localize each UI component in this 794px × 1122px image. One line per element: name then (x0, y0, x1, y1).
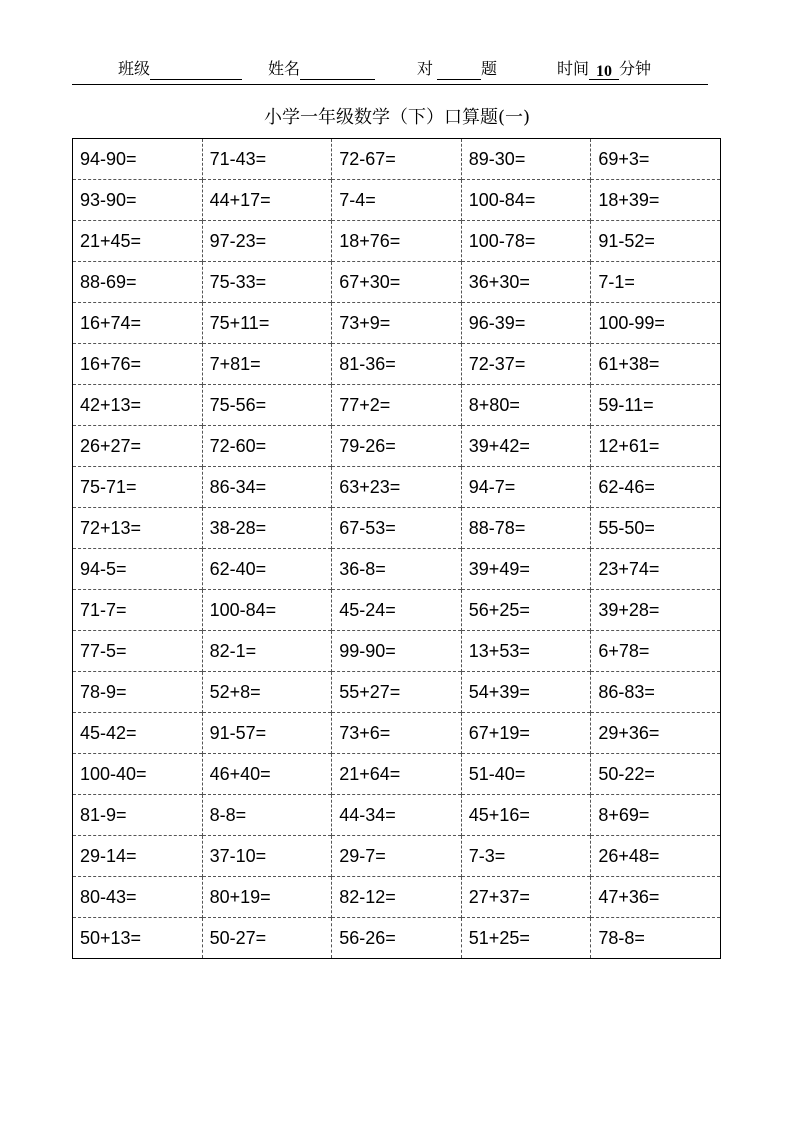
problem-cell: 73+6= (332, 713, 462, 754)
problem-row (73, 221, 721, 262)
question-label: 题 (481, 59, 498, 78)
class-label: 班级 (118, 59, 151, 78)
problem-row (73, 467, 721, 508)
problem-row (73, 139, 721, 180)
time-field (557, 58, 651, 80)
problem-row (73, 877, 721, 918)
problem-cell: 67+19= (461, 713, 591, 754)
problem-cell: 77+2= (332, 385, 462, 426)
problem-cell: 54+39= (461, 672, 591, 713)
problem-cell: 12+61= (591, 426, 721, 467)
problem-cell: 80+19= (202, 877, 332, 918)
problem-cell: 75-33= (202, 262, 332, 303)
problem-cell: 50-22= (591, 754, 721, 795)
problem-cell: 16+74= (73, 303, 203, 344)
problem-grid (72, 138, 721, 959)
name-label: 姓名 (268, 59, 301, 78)
problem-cell: 96-39= (461, 303, 591, 344)
problem-cell: 78-9= (73, 672, 203, 713)
class-blank[interactable] (150, 61, 242, 80)
minute-label: 分钟 (619, 59, 652, 78)
problem-cell: 72-67= (332, 139, 462, 180)
problem-cell: 26+27= (73, 426, 203, 467)
problem-cell: 26+48= (591, 836, 721, 877)
problem-row (73, 672, 721, 713)
problem-cell: 73+9= (332, 303, 462, 344)
problem-row (73, 344, 721, 385)
problem-cell: 86-83= (591, 672, 721, 713)
problem-cell: 56+25= (461, 590, 591, 631)
problem-cell: 45+16= (461, 795, 591, 836)
problem-cell: 52+8= (202, 672, 332, 713)
problem-cell: 71-7= (73, 590, 203, 631)
problem-cell: 7-1= (591, 262, 721, 303)
name-blank[interactable] (300, 61, 375, 80)
problem-row (73, 918, 721, 959)
problem-cell: 94-7= (461, 467, 591, 508)
problem-cell: 38-28= (202, 508, 332, 549)
problem-cell: 67-53= (332, 508, 462, 549)
problem-cell: 82-12= (332, 877, 462, 918)
problem-cell: 91-57= (202, 713, 332, 754)
problem-cell: 29-14= (73, 836, 203, 877)
problem-cell: 100-84= (202, 590, 332, 631)
problem-cell: 37-10= (202, 836, 332, 877)
problem-cell: 45-42= (73, 713, 203, 754)
problem-cell: 56-26= (332, 918, 462, 959)
problem-cell: 21+45= (73, 221, 203, 262)
problem-cell: 18+39= (591, 180, 721, 221)
problem-cell: 27+37= (461, 877, 591, 918)
class-field (118, 58, 242, 80)
problem-cell: 36-8= (332, 549, 462, 590)
problem-row (73, 795, 721, 836)
problem-row (73, 262, 721, 303)
problem-row (73, 631, 721, 672)
problem-cell: 82-1= (202, 631, 332, 672)
problem-cell: 39+49= (461, 549, 591, 590)
problem-cell: 97-23= (202, 221, 332, 262)
problem-cell: 81-36= (332, 344, 462, 385)
problem-cell: 36+30= (461, 262, 591, 303)
problem-row (73, 180, 721, 221)
problem-row (73, 836, 721, 877)
problem-cell: 8+69= (591, 795, 721, 836)
problem-cell: 18+76= (332, 221, 462, 262)
problem-cell: 55-50= (591, 508, 721, 549)
problem-cell: 50-27= (202, 918, 332, 959)
problem-cell: 72-60= (202, 426, 332, 467)
problem-cell: 8-8= (202, 795, 332, 836)
problem-cell: 7-3= (461, 836, 591, 877)
problem-cell: 78-8= (591, 918, 721, 959)
problem-cell: 16+76= (73, 344, 203, 385)
problem-cell: 100-84= (461, 180, 591, 221)
problem-cell: 6+78= (591, 631, 721, 672)
problem-cell: 7+81= (202, 344, 332, 385)
problem-cell: 62-46= (591, 467, 721, 508)
problem-cell: 100-78= (461, 221, 591, 262)
correct-field (417, 58, 497, 80)
problem-cell: 55+27= (332, 672, 462, 713)
problem-cell: 46+40= (202, 754, 332, 795)
problem-cell: 7-4= (332, 180, 462, 221)
problem-cell: 75+11= (202, 303, 332, 344)
problem-cell: 89-30= (461, 139, 591, 180)
problem-cell: 45-24= (332, 590, 462, 631)
problem-row (73, 713, 721, 754)
problem-row (73, 426, 721, 467)
problem-row (73, 549, 721, 590)
problem-cell: 81-9= (73, 795, 203, 836)
problem-cell: 69+3= (591, 139, 721, 180)
problem-cell: 94-5= (73, 549, 203, 590)
problem-cell: 63+23= (332, 467, 462, 508)
problem-cell: 88-78= (461, 508, 591, 549)
problem-cell: 42+13= (73, 385, 203, 426)
problem-cell: 71-43= (202, 139, 332, 180)
problem-cell: 50+13= (73, 918, 203, 959)
problem-row (73, 754, 721, 795)
problem-cell: 99-90= (332, 631, 462, 672)
worksheet-title: 小学一年级数学（下）口算题(一) (263, 107, 531, 128)
problem-cell: 67+30= (332, 262, 462, 303)
problem-cell: 39+28= (591, 590, 721, 631)
problem-cell: 75-71= (73, 467, 203, 508)
problem-cell: 8+80= (461, 385, 591, 426)
problem-row (73, 590, 721, 631)
correct-count-blank[interactable] (437, 61, 481, 80)
problem-cell: 77-5= (73, 631, 203, 672)
problem-cell: 91-52= (591, 221, 721, 262)
problem-cell: 88-69= (73, 262, 203, 303)
problem-row (73, 508, 721, 549)
problem-cell: 72-37= (461, 344, 591, 385)
problem-cell: 100-40= (73, 754, 203, 795)
time-value: 10 (589, 61, 619, 80)
problem-cell: 75-56= (202, 385, 332, 426)
worksheet-header (72, 56, 708, 85)
problem-cell: 39+42= (461, 426, 591, 467)
problem-cell: 29-7= (332, 836, 462, 877)
problem-cell: 62-40= (202, 549, 332, 590)
problem-cell: 80-43= (73, 877, 203, 918)
problem-row (73, 385, 721, 426)
problem-cell: 44-34= (332, 795, 462, 836)
problem-cell: 93-90= (73, 180, 203, 221)
problem-cell: 21+64= (332, 754, 462, 795)
correct-label: 对 (417, 59, 434, 78)
problem-row (73, 303, 721, 344)
problem-cell: 47+36= (591, 877, 721, 918)
problem-cell: 79-26= (332, 426, 462, 467)
problem-cell: 86-34= (202, 467, 332, 508)
name-field (268, 58, 375, 80)
time-label: 时间 (557, 59, 590, 78)
problem-cell: 59-11= (591, 385, 721, 426)
problem-cell: 44+17= (202, 180, 332, 221)
problem-cell: 29+36= (591, 713, 721, 754)
problem-cell: 100-99= (591, 303, 721, 344)
problem-cell: 13+53= (461, 631, 591, 672)
problem-cell: 51+25= (461, 918, 591, 959)
problem-cell: 72+13= (73, 508, 203, 549)
problem-cell: 51-40= (461, 754, 591, 795)
problem-cell: 23+74= (591, 549, 721, 590)
problem-cell: 94-90= (80, 148, 137, 169)
problem-cell: 61+38= (591, 344, 721, 385)
